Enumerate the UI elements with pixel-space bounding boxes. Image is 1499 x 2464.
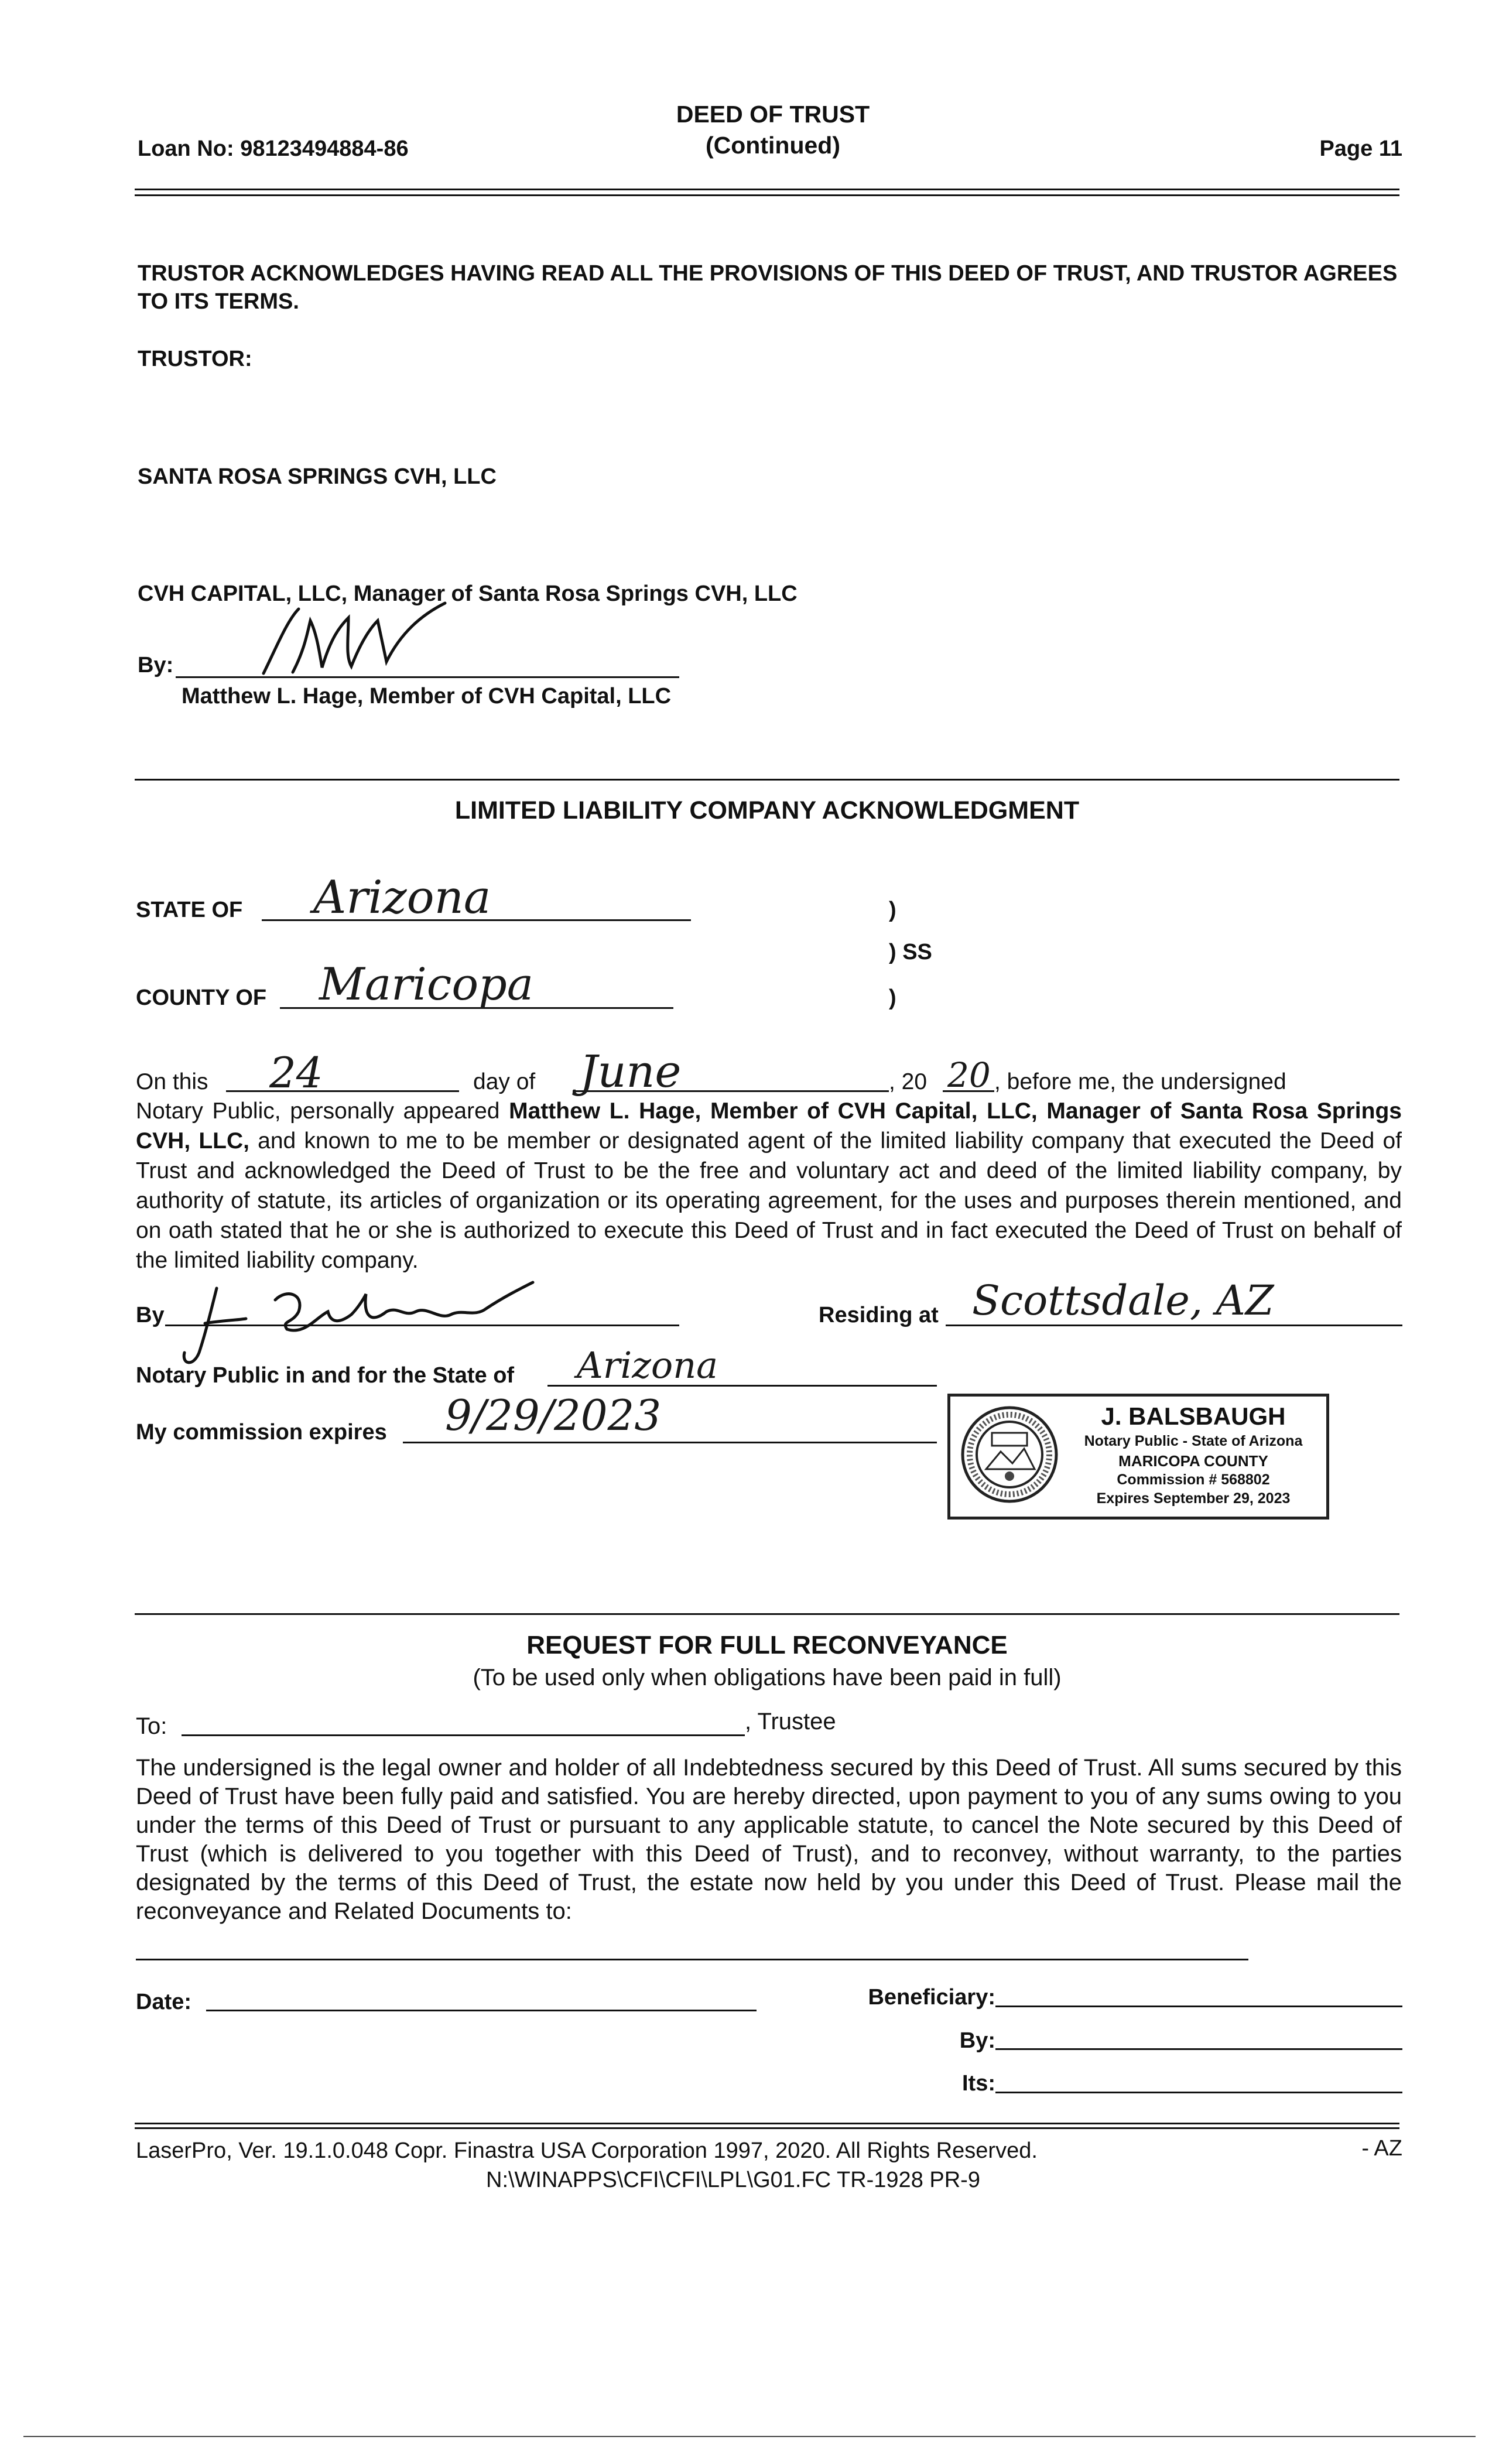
day-value: 24 (269, 1048, 323, 1097)
body-text: and known to me to be member or designated agent of the limited liability company that executed the Deed of Trust and acknowledged the Deed of Trust to be the free and voluntary act and deed of the limited liability company, by authority of statute, its articles of organization or its operating agreement, for the uses and purposes therein mentioned, and on oath stated that he or she is authorized to execute this Deed of Trust and in fact executed the Deed of Trust on behalf of the limited liability company. (136, 1128, 1402, 1273)
llc-ack-title: LIMITED LIABILITY COMPANY ACKNOWLEDGMENT (454, 796, 1080, 824)
commission-line (403, 1442, 937, 1443)
date-label: Date: (136, 1990, 192, 2014)
notary-state-value: Arizona (577, 1344, 718, 1387)
its-line[interactable] (995, 2092, 1402, 2093)
day-of-label: day of (473, 1069, 536, 1094)
year-value: 20 (947, 1055, 991, 1095)
trustor-signer: Matthew L. Hage, Member of CVH Capital, LLC (182, 684, 672, 709)
month-value: June (580, 1045, 682, 1097)
trustor-signature (252, 597, 451, 685)
trustor-acknowledgment: TRUSTOR ACKNOWLEDGES HAVING READ ALL THE PROVISIONS OF THIS DEED OF TRUST, AND TRUSTOR AGREES TO ITS TERMS. (138, 261, 1398, 314)
residing-value: Scottsdale, AZ (972, 1277, 1274, 1325)
header-rule (135, 189, 1399, 196)
document-title: DEED OF TRUST (676, 101, 870, 128)
state-label: STATE OF (136, 898, 243, 922)
to-label: To: (136, 1713, 167, 1739)
reconveyance-title: REQUEST FOR FULL RECONVEYANCE (526, 1631, 1008, 1659)
trustor-by-label: By: (138, 653, 174, 677)
body-intro: Notary Public, personally appeared (136, 1098, 500, 1124)
notary-signature (170, 1265, 591, 1370)
stamp-line5: Expires September 29, 2023 (1096, 1490, 1291, 1507)
page-number: Page 11 (1319, 136, 1402, 161)
state-value: Arizona (313, 871, 491, 924)
document-subtitle: (Continued) (706, 132, 840, 159)
footer-state: - AZ (1361, 2136, 1402, 2161)
ss-paren-1: ) (889, 898, 896, 922)
footer-rule (135, 2123, 1399, 2129)
reconveyance-body: The undersigned is the legal owner and holder of all Indebtedness secured by this Deed of Trust. All sums secured by this Deed of Trust have been fully paid and satisfied. You are hereby directed, upon payment to you of any sums owing to you under the terms of this Deed of Trust or pursuant to any applicable statute, to cancel the Note secured by this Deed of Trust (which is delivered to you together with this Deed of Trust), and to reconvey, without warranty, to the parties designated by the terms of this Deed of Trust, the estate now held by you under this Deed of Trust. Please mail the reconveyance and Related Documents to: (136, 1755, 1402, 1924)
reconveyance-subtitle: (To be used only when obligations have been paid in full) (473, 1665, 1062, 1690)
to-line[interactable] (182, 1734, 745, 1736)
page-bottom-rule (23, 2436, 1476, 2437)
year-prefix: , 20 (889, 1069, 928, 1094)
notary-by-label: By (136, 1303, 165, 1327)
its-label: Its: (962, 2071, 995, 2096)
ss-label: ) SS (889, 940, 932, 964)
beneficiary-line[interactable] (995, 2006, 1402, 2007)
recon-by-label: By: (959, 2028, 995, 2053)
llc-ack-body (136, 1096, 1402, 1275)
section-rule-2 (135, 1613, 1399, 1615)
county-label: COUNTY OF (136, 985, 267, 1010)
section-rule-1 (135, 779, 1399, 781)
commission-label: My commission expires (136, 1420, 387, 1445)
notary-stamp (947, 1394, 1329, 1520)
stamp-line2: Notary Public - State of Arizona (1084, 1433, 1303, 1449)
footer-path: N:\WINAPPS\CFI\CFI\LPL\G01.FC TR-1928 PR-9 (486, 2168, 980, 2192)
residing-label: Residing at (819, 1303, 939, 1327)
trustor-entity: SANTA ROSA SPRINGS CVH, LLC (138, 464, 497, 489)
trustee-label: , Trustee (745, 1709, 836, 1734)
body-party-cont: Springs CVH, LLC, (136, 1098, 1402, 1154)
stamp-line3: MARICOPA COUNTY (1118, 1452, 1268, 1470)
trustor-label: TRUSTOR: (138, 347, 252, 371)
commission-value: 9/29/2023 (445, 1391, 662, 1440)
body-party: Matthew L. Hage, Member of CVH Capital, LLC, Manager of Santa Rosa (509, 1098, 1308, 1124)
day-line (226, 1090, 459, 1092)
notary-state-label: Notary Public in and for the State of (136, 1363, 515, 1388)
on-this-label: On this (136, 1069, 208, 1094)
footer-copyright: LaserPro, Ver. 19.1.0.048 Copr. Finastra USA Corporation 1997, 2020. All Rights Reserved. (136, 2138, 1038, 2163)
stamp-name: J. BALSBAUGH (1101, 1402, 1286, 1430)
residing-line (946, 1325, 1402, 1326)
arizona-seal-icon (960, 1405, 1059, 1504)
before-me-text: , before me, the undersigned (994, 1069, 1286, 1094)
stamp-line4: Commission # 568802 (1117, 1471, 1270, 1488)
ss-paren-3: ) (889, 985, 896, 1010)
beneficiary-label: Beneficiary: (868, 1985, 995, 2010)
loan-number: Loan No: 98123494884-86 (138, 136, 409, 161)
mail-address-line[interactable] (136, 1959, 1248, 1960)
county-value: Maricopa (319, 958, 534, 1010)
recon-by-line[interactable] (995, 2048, 1402, 2050)
date-line[interactable] (206, 2010, 757, 2011)
trustor-manager: CVH CAPITAL, LLC, Manager of Santa Rosa Springs CVH, LLC (138, 581, 798, 606)
